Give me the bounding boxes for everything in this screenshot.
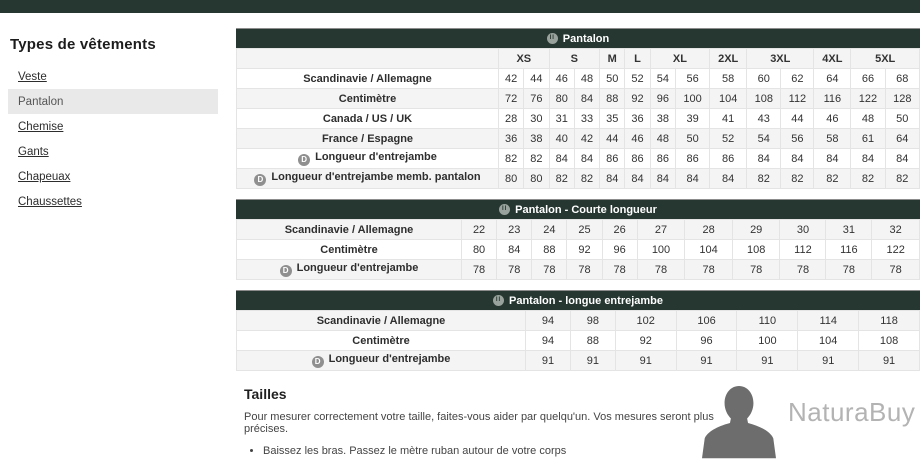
size-value-cell: 82 (851, 169, 885, 189)
size-chart-table (236, 219, 920, 280)
size-value-cell: 46 (625, 129, 650, 149)
size-value-cell: 92 (567, 240, 602, 260)
size-value-cell: 108 (732, 240, 780, 260)
table-row (237, 260, 920, 280)
size-value-cell: 128 (885, 89, 919, 109)
row-label: Scandinavie / Allemagne (237, 220, 462, 240)
size-value-cell: 91 (676, 351, 737, 371)
size-value-cell: 56 (781, 129, 814, 149)
size-column-header: 2XL (710, 49, 747, 69)
size-value-cell: 78 (567, 260, 602, 280)
table-row (237, 351, 920, 371)
sidebar-item-label: Chapeuax (18, 170, 71, 183)
size-value-cell: 86 (675, 149, 709, 169)
size-value-cell: 82 (781, 169, 814, 189)
row-label: Centimètre (237, 331, 526, 351)
size-value-cell: 96 (650, 89, 675, 109)
size-value-cell: 30 (780, 220, 826, 240)
size-value-cell: 86 (710, 149, 747, 169)
table-title-bar (236, 28, 920, 48)
size-value-cell: 64 (885, 129, 919, 149)
table-row (237, 149, 920, 169)
size-value-cell: 100 (637, 240, 685, 260)
size-value-cell: 38 (650, 109, 675, 129)
measure-instruction: • Baissez les bras. Passez le mètre ruban autour de votre corps (263, 445, 724, 457)
size-value-cell: 29 (732, 220, 780, 240)
measure-list (263, 445, 724, 457)
size-value-cell: 78 (462, 260, 497, 280)
size-value-cell: 42 (499, 69, 524, 89)
size-value-cell: 96 (676, 331, 737, 351)
size-value-cell: 80 (499, 169, 524, 189)
size-value-cell: 100 (737, 331, 798, 351)
table-row (237, 129, 920, 149)
size-value-cell: 82 (499, 149, 524, 169)
size-value-cell: 33 (574, 109, 599, 129)
sidebar-item-chemise[interactable] (8, 114, 218, 139)
row-label: D Longueur d'entrejambe memb. pantalon (237, 169, 499, 189)
size-value-cell: 104 (710, 89, 747, 109)
measure-section (244, 386, 724, 461)
sidebar-item-label: Pantalon (18, 95, 64, 108)
size-value-cell: 80 (524, 169, 549, 189)
sidebar-item-veste[interactable] (8, 64, 218, 89)
size-value-cell: 84 (851, 149, 885, 169)
size-value-cell: 24 (532, 220, 567, 240)
row-label: Centimètre (237, 240, 462, 260)
measure-point-icon: D (298, 154, 310, 166)
row-label (237, 49, 499, 69)
size-value-cell: 26 (602, 220, 637, 240)
size-value-cell: 44 (524, 69, 549, 89)
size-value-cell: 122 (872, 240, 920, 260)
measure-heading: Tailles (244, 386, 287, 402)
table-row (237, 331, 920, 351)
size-table (236, 199, 920, 280)
size-value-cell: 78 (732, 260, 780, 280)
size-value-cell: 78 (826, 260, 872, 280)
size-value-cell: 66 (851, 69, 885, 89)
size-value-cell: 28 (499, 109, 524, 129)
size-value-cell: 36 (499, 129, 524, 149)
size-value-cell: 39 (675, 109, 709, 129)
size-value-cell: 104 (798, 331, 859, 351)
size-value-cell: 88 (532, 240, 567, 260)
size-value-cell: 91 (798, 351, 859, 371)
size-value-cell: 44 (781, 109, 814, 129)
size-value-cell: 40 (549, 129, 574, 149)
size-value-cell: 84 (625, 169, 650, 189)
size-value-cell: 68 (885, 69, 919, 89)
size-value-cell: 31 (826, 220, 872, 240)
size-value-cell: 86 (600, 149, 625, 169)
row-label: D Longueur d'entrejambe (237, 149, 499, 169)
sidebar-item-label: Chemise (18, 120, 64, 133)
size-value-cell: 78 (637, 260, 685, 280)
size-value-cell: 92 (615, 331, 676, 351)
size-value-cell: 22 (462, 220, 497, 240)
size-value-cell: 88 (600, 89, 625, 109)
size-value-cell: 122 (851, 89, 885, 109)
table-title: Pantalon - Courte longueur (515, 203, 657, 216)
size-value-cell: 91 (526, 351, 571, 371)
size-value-cell: 108 (859, 331, 920, 351)
row-label: Scandinavie / Allemagne (237, 311, 526, 331)
table-row (237, 169, 920, 189)
size-column-header: XS (499, 49, 550, 69)
size-value-cell: 48 (574, 69, 599, 89)
size-value-cell: 82 (885, 169, 919, 189)
size-value-cell: 104 (685, 240, 733, 260)
size-value-cell: 41 (710, 109, 747, 129)
row-label: Canada / US / UK (237, 109, 499, 129)
table-title: Pantalon - longue entrejambe (508, 294, 664, 307)
size-value-cell: 84 (574, 149, 599, 169)
size-value-cell: 82 (549, 169, 574, 189)
size-value-cell: 100 (675, 89, 709, 109)
size-value-cell: 42 (574, 129, 599, 149)
size-value-cell: 64 (814, 69, 851, 89)
size-chart-table (236, 310, 920, 371)
size-value-cell: 91 (859, 351, 920, 371)
table-row (237, 109, 920, 129)
sidebar-title: Types de vêtements (10, 36, 156, 53)
sidebar-item-label: Veste (18, 70, 47, 83)
table-row (237, 311, 920, 331)
size-value-cell: 50 (600, 69, 625, 89)
size-value-cell: 52 (710, 129, 747, 149)
size-value-cell: 46 (549, 69, 574, 89)
row-label: D Longueur d'entrejambe (237, 260, 462, 280)
pants-icon: II (547, 33, 558, 44)
measure-point-icon: D (312, 356, 324, 368)
sidebar-item-label: Chaussettes (18, 195, 82, 208)
size-column-header: M (600, 49, 625, 69)
size-value-cell: 84 (885, 149, 919, 169)
size-value-cell: 50 (885, 109, 919, 129)
sidebar (0, 13, 228, 214)
size-chart-table (236, 48, 920, 189)
size-value-cell: 54 (650, 69, 675, 89)
table-title-bar (236, 199, 920, 219)
table-title: Pantalon (562, 32, 610, 45)
size-value-cell: 60 (747, 69, 781, 89)
size-value-cell: 84 (574, 89, 599, 109)
size-value-cell: 80 (549, 89, 574, 109)
size-value-cell: 30 (524, 109, 549, 129)
size-value-cell: 98 (570, 311, 615, 331)
table-row (237, 220, 920, 240)
size-value-cell: 50 (675, 129, 709, 149)
size-value-cell: 31 (549, 109, 574, 129)
size-value-cell: 43 (747, 109, 781, 129)
size-value-cell: 46 (814, 109, 851, 129)
size-value-cell: 82 (747, 169, 781, 189)
size-value-cell: 82 (814, 169, 851, 189)
size-value-cell: 108 (747, 89, 781, 109)
pants-icon: II (499, 204, 510, 215)
top-bar (0, 0, 920, 13)
size-value-cell: 38 (524, 129, 549, 149)
size-value-cell: 86 (650, 149, 675, 169)
size-value-cell: 91 (570, 351, 615, 371)
size-value-cell: 78 (497, 260, 532, 280)
person-silhouette-icon (702, 386, 776, 462)
naturabuy-watermark: NaturaBuy (788, 397, 916, 427)
size-value-cell: 78 (602, 260, 637, 280)
size-value-cell: 118 (859, 311, 920, 331)
size-value-cell: 94 (526, 311, 571, 331)
size-value-cell: 54 (747, 129, 781, 149)
size-value-cell: 52 (625, 69, 650, 89)
table-title-bar (236, 290, 920, 310)
size-value-cell: 23 (497, 220, 532, 240)
size-column-header: L (625, 49, 650, 69)
sidebar-item-pantalon[interactable] (8, 89, 218, 114)
table-row (237, 240, 920, 260)
tables-area (236, 28, 920, 381)
size-value-cell: 102 (615, 311, 676, 331)
size-value-cell: 25 (567, 220, 602, 240)
size-value-cell: 82 (574, 169, 599, 189)
size-value-cell: 58 (710, 69, 747, 89)
size-value-cell: 112 (780, 240, 826, 260)
size-value-cell: 114 (798, 311, 859, 331)
size-value-cell: 78 (532, 260, 567, 280)
table-row (237, 69, 920, 89)
size-value-cell: 96 (602, 240, 637, 260)
size-value-cell: 44 (600, 129, 625, 149)
size-value-cell: 112 (781, 89, 814, 109)
size-value-cell: 91 (615, 351, 676, 371)
table-row (237, 89, 920, 109)
size-value-cell: 62 (781, 69, 814, 89)
size-value-cell: 84 (650, 169, 675, 189)
size-value-cell: 84 (710, 169, 747, 189)
size-column-header: 3XL (747, 49, 814, 69)
size-value-cell: 27 (637, 220, 685, 240)
size-value-cell: 110 (737, 311, 798, 331)
size-value-cell: 78 (872, 260, 920, 280)
size-column-header: S (549, 49, 600, 69)
size-value-cell: 78 (780, 260, 826, 280)
size-table (236, 28, 920, 189)
size-value-cell: 82 (524, 149, 549, 169)
sidebar-item-chaussettes[interactable] (8, 189, 218, 214)
size-value-cell: 86 (625, 149, 650, 169)
size-value-cell: 84 (747, 149, 781, 169)
size-value-cell: 58 (814, 129, 851, 149)
size-column-header: 4XL (814, 49, 851, 69)
size-column-header: XL (650, 49, 710, 69)
size-value-cell: 80 (462, 240, 497, 260)
size-value-cell: 94 (526, 331, 571, 351)
size-value-cell: 84 (781, 149, 814, 169)
measure-point-icon: D (280, 265, 292, 277)
size-value-cell: 92 (625, 89, 650, 109)
size-column-header: 5XL (851, 49, 920, 69)
size-value-cell: 28 (685, 220, 733, 240)
size-value-cell: 84 (675, 169, 709, 189)
sidebar-nav (0, 64, 228, 214)
size-value-cell: 35 (600, 109, 625, 129)
measure-intro: Pour mesurer correctement votre taille, faites-vous aider par quelqu'un. Vos mesures seront plus précises. (244, 411, 714, 435)
sidebar-item-gants[interactable] (8, 139, 218, 164)
size-value-cell: 32 (872, 220, 920, 240)
size-value-cell: 48 (650, 129, 675, 149)
size-value-cell: 76 (524, 89, 549, 109)
size-header-row (237, 49, 920, 69)
size-value-cell: 116 (826, 240, 872, 260)
size-value-cell: 36 (625, 109, 650, 129)
size-value-cell: 84 (497, 240, 532, 260)
size-value-cell: 78 (685, 260, 733, 280)
size-value-cell: 56 (675, 69, 709, 89)
size-value-cell: 88 (570, 331, 615, 351)
row-label: Centimètre (237, 89, 499, 109)
size-value-cell: 116 (814, 89, 851, 109)
size-value-cell: 91 (737, 351, 798, 371)
size-value-cell: 84 (600, 169, 625, 189)
size-value-cell: 61 (851, 129, 885, 149)
size-value-cell: 72 (499, 89, 524, 109)
pants-icon: II (493, 295, 504, 306)
size-value-cell: 84 (549, 149, 574, 169)
measure-point-icon: D (254, 174, 266, 186)
size-value-cell: 48 (851, 109, 885, 129)
size-table (236, 290, 920, 371)
size-value-cell: 106 (676, 311, 737, 331)
row-label: D Longueur d'entrejambe (237, 351, 526, 371)
sidebar-item-chapeuax[interactable] (8, 164, 218, 189)
sidebar-item-label: Gants (18, 145, 49, 158)
row-label: Scandinavie / Allemagne (237, 69, 499, 89)
row-label: France / Espagne (237, 129, 499, 149)
size-value-cell: 84 (814, 149, 851, 169)
